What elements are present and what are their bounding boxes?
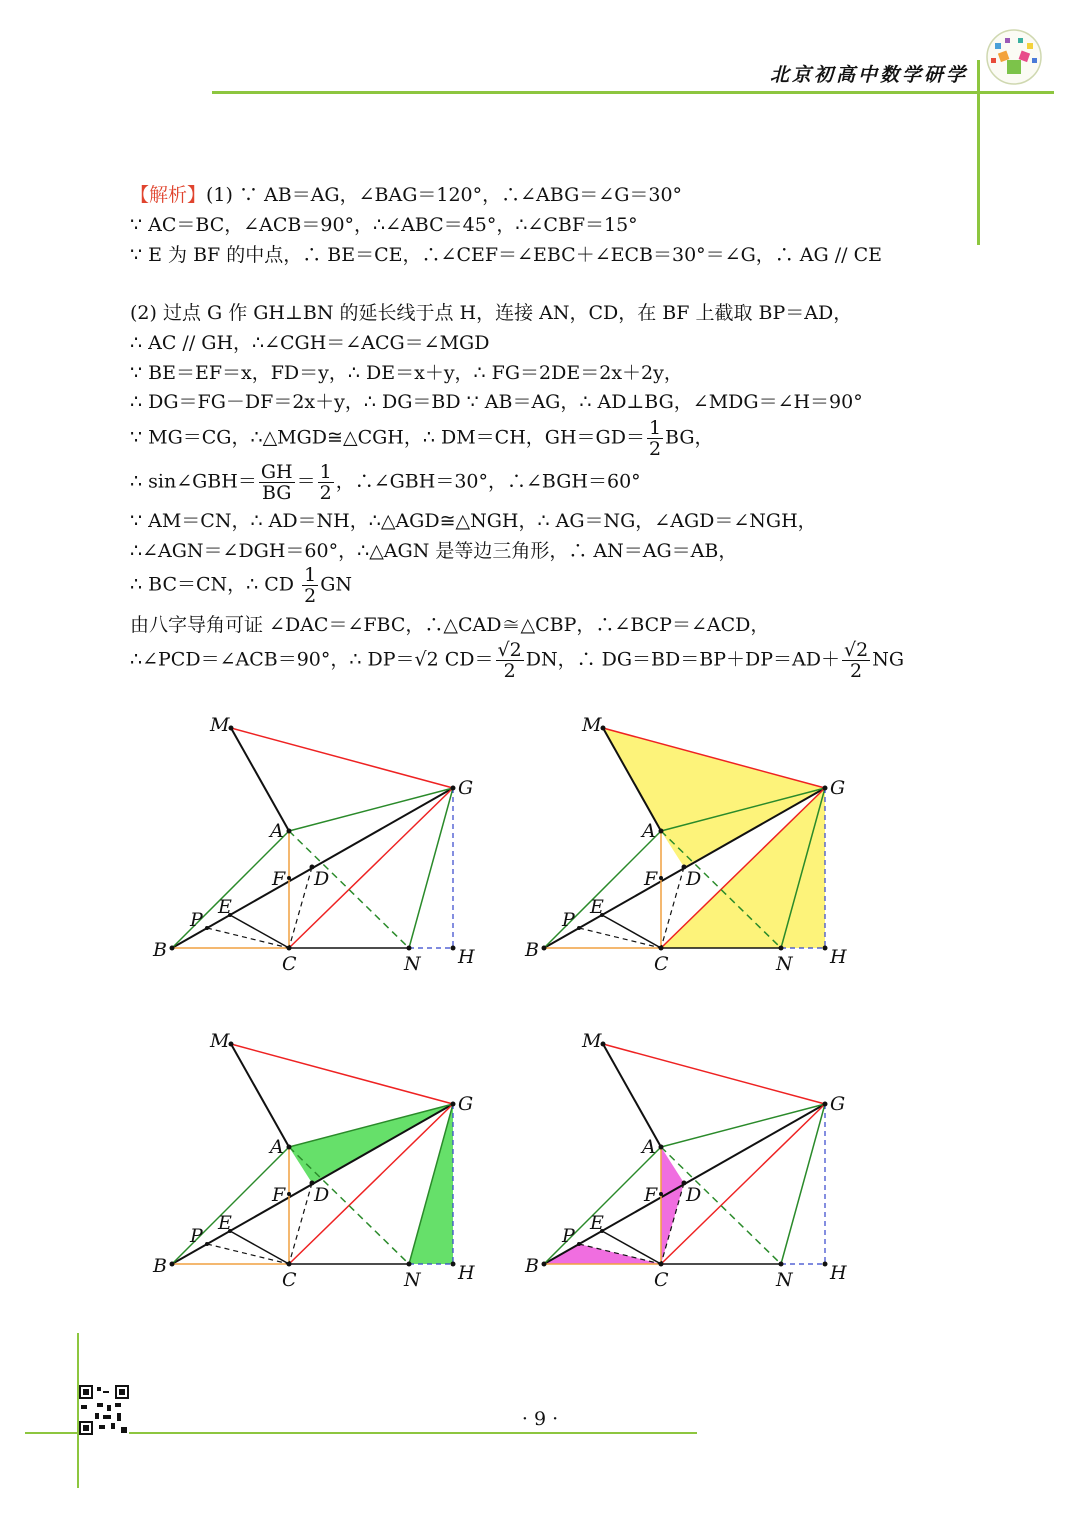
solution-line-14: ∴∠PCD＝∠ACB＝90°，∴ DP＝√2 CD＝ $\frac{√2}{2}$ DN，∴ DG＝BD＝BP＋DP＝AD＋ $\frac{√2}{2}$ NG bbox=[130, 639, 904, 682]
svg-text:N: N bbox=[404, 1269, 421, 1291]
header-vertical-rule bbox=[977, 60, 980, 245]
svg-text:N: N bbox=[776, 953, 793, 975]
svg-text:B: B bbox=[525, 939, 539, 961]
label-H: H bbox=[458, 946, 475, 968]
svg-text:F: F bbox=[272, 1184, 286, 1206]
svg-text:F: F bbox=[644, 1184, 658, 1206]
solution-line-2: ∵ AC＝BC，∠ACB＝90°，∴∠ABC＝45°，∴∠CBF＝15° bbox=[130, 214, 638, 236]
svg-text:G: G bbox=[830, 777, 846, 799]
figure-1 bbox=[152, 714, 475, 975]
fraction-sqrt2-2b: $\frac{√2}{2}$ bbox=[843, 639, 869, 682]
svg-text:D: D bbox=[686, 1184, 702, 1206]
fraction-half-2: $\frac{1}{2}$ bbox=[319, 461, 332, 504]
label-M: M bbox=[210, 714, 230, 736]
svg-text:E: E bbox=[590, 1212, 604, 1234]
solution-line-10: ∵ AM＝CN，∴ AD＝NH，∴△AGD≅△NGH，∴ AG＝NG，∠AGD＝∠NGH， bbox=[130, 510, 817, 532]
figure-4 bbox=[524, 1030, 847, 1291]
solution-line-5: ∴ AC // GH，∴∠CGH＝∠ACG＝∠MGD bbox=[130, 332, 490, 354]
svg-text:E: E bbox=[218, 1212, 232, 1234]
svg-text:P: P bbox=[190, 1225, 203, 1247]
header-title: 北京初高中数学研学 bbox=[769, 64, 968, 86]
fraction-half-3: $\frac{1}{2}$ bbox=[304, 564, 317, 607]
svg-text:M: M bbox=[210, 1030, 230, 1052]
solution-line-8: ∵ MG＝CG，∴△MGD≅△CGH，∴ DM＝CH，GH＝GD＝ $\frac{1}{2}$ BG， bbox=[130, 417, 714, 460]
svg-text:A: A bbox=[642, 1136, 656, 1158]
svg-text:G: G bbox=[458, 1093, 474, 1115]
label-C: C bbox=[282, 953, 297, 975]
tree-logo-icon bbox=[985, 28, 1043, 86]
fraction-half: $\frac{1}{2}$ bbox=[648, 417, 662, 460]
svg-text:N: N bbox=[776, 1269, 793, 1291]
svg-text:M: M bbox=[582, 1030, 602, 1052]
svg-text:P: P bbox=[562, 1225, 575, 1247]
solution-line-7: ∴ DG＝FG－DF＝2x＋y，∴ DG＝BD ∵ AB＝AG，∴ AD⊥BG，∠MDG＝∠H＝90° bbox=[130, 391, 863, 413]
solution-line-9: ∴ sin∠GBH＝ $\frac{GH}{BG}$ ＝ $\frac{1}{2}$ ，∴∠GBH＝30°，∴∠BGH＝60° bbox=[130, 461, 641, 504]
qr-code-icon bbox=[79, 1385, 129, 1435]
svg-text:A: A bbox=[270, 1136, 284, 1158]
label-A: A bbox=[270, 820, 284, 842]
solution-line-6: ∵ BE＝EF＝x，FD＝y，∴ DE＝x＋y，∴ FG＝2DE＝2x＋2y， bbox=[130, 362, 683, 384]
svg-text:C: C bbox=[654, 953, 669, 975]
svg-text:C: C bbox=[654, 1269, 669, 1291]
solution-line-11: ∴∠AGN＝∠DGH＝60°，∴△AGN 是等边三角形，∴ AN＝AG＝AB， bbox=[130, 540, 738, 562]
figure-3 bbox=[152, 1030, 475, 1291]
solution-line-12: ∴ BC＝CN，∴ CD $\frac{1}{2}$ GN bbox=[130, 564, 352, 607]
label-F: F bbox=[272, 868, 286, 890]
figure-2 bbox=[524, 714, 847, 975]
solution-line-4: (2) 过点 G 作 GH⊥BN 的延长线于点 H，连接 AN，CD，在 BF 上截取 BP＝AD， bbox=[130, 302, 853, 324]
svg-text:A: A bbox=[642, 820, 656, 842]
svg-text:F: F bbox=[644, 868, 658, 890]
fraction-gh-bg: $\frac{GH}{BG}$ bbox=[260, 461, 293, 504]
svg-text:H: H bbox=[830, 946, 847, 968]
svg-text:B: B bbox=[153, 1255, 167, 1277]
svg-text:D: D bbox=[686, 868, 702, 890]
fraction-sqrt2-2: $\frac{√2}{2}$ bbox=[497, 639, 522, 682]
svg-text:H: H bbox=[458, 1262, 475, 1284]
svg-text:G: G bbox=[830, 1093, 846, 1115]
svg-text:E: E bbox=[590, 896, 604, 918]
solution-tag: 【解析】 bbox=[130, 184, 207, 206]
solution-line-13: 由八字导角可证 ∠DAC＝∠FBC，∴△CAD≅△CBP，∴∠BCP＝∠ACD， bbox=[130, 614, 770, 636]
svg-text:C: C bbox=[282, 1269, 297, 1291]
svg-text:B: B bbox=[525, 1255, 539, 1277]
header-rule bbox=[212, 91, 1054, 94]
geometry-figures bbox=[0, 700, 1080, 1320]
label-B: B bbox=[153, 939, 167, 961]
svg-text:H: H bbox=[830, 1262, 847, 1284]
solution-line-3: ∵ E 为 BF 的中点，∴ BE＝CE，∴∠CEF＝∠EBC＋∠ECB＝30°＝∠G，∴ AG // CE bbox=[130, 244, 882, 266]
svg-text:P: P bbox=[562, 909, 575, 931]
page-number: · 9 · bbox=[521, 1408, 559, 1430]
svg-text:M: M bbox=[582, 714, 602, 736]
label-E: E bbox=[218, 896, 232, 918]
solution-line-1: 【解析】(1) ∵ AB＝AG，∠BAG＝120°，∴∠ABG＝∠G＝30° bbox=[130, 184, 683, 206]
label-G: G bbox=[458, 777, 474, 799]
svg-text:D: D bbox=[314, 1184, 330, 1206]
label-N: N bbox=[404, 953, 421, 975]
label-P: P bbox=[190, 909, 203, 931]
label-D: D bbox=[314, 868, 330, 890]
